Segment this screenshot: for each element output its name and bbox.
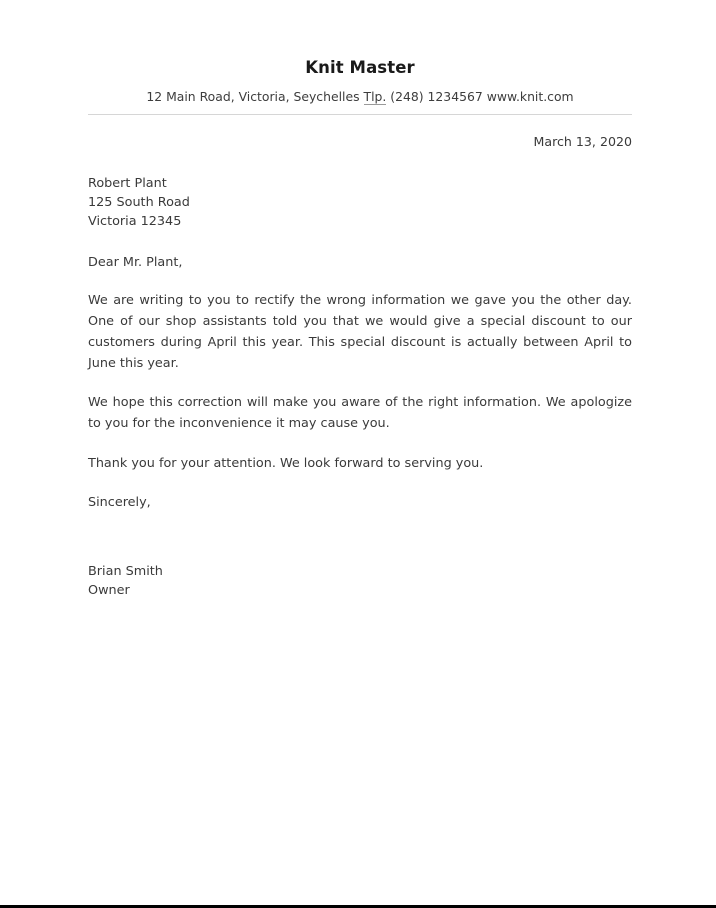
company-name: Knit Master [305, 58, 415, 77]
salutation: Dear Mr. Plant, [88, 254, 183, 270]
body-paragraph-1: We are writing to you to rectify the wrong information we gave you the other day. One of our shop assistants told you that we would give a special discount to our customers during April this year. This special discount is actually between April to June this year. [88, 293, 632, 371]
contact-separator-1 [360, 89, 364, 104]
company-phone: (248) 1234567 [390, 88, 483, 104]
recipient-street: 125 South Road [88, 195, 190, 211]
company-contact-line [88, 89, 632, 105]
signer-name: Brian Smith [88, 564, 163, 580]
closing-line: Sincerely, [88, 494, 151, 510]
company-address: 12 Main Road, Victoria, Seychelles [146, 88, 360, 104]
body-paragraph-3: Thank you for your attention. We look forward to serving you. [88, 455, 484, 471]
letterhead [88, 0, 632, 105]
signature-block [88, 563, 632, 601]
header-divider [88, 114, 632, 115]
recipient-name: Robert Plant [88, 176, 167, 192]
company-website: www.knit.com [486, 88, 574, 104]
letter-date: March 13, 2020 [533, 133, 632, 149]
phone-label: Tlp. [363, 88, 387, 104]
signer-title: Owner [88, 582, 130, 598]
body-paragraph-2: We hope this correction will make you aware of the right information. We apologize to you for the inconvenience it may cause you. [88, 395, 632, 432]
letter-content [88, 0, 632, 601]
recipient-city-zip: Victoria 12345 [88, 213, 182, 229]
recipient-address-block [88, 175, 632, 232]
